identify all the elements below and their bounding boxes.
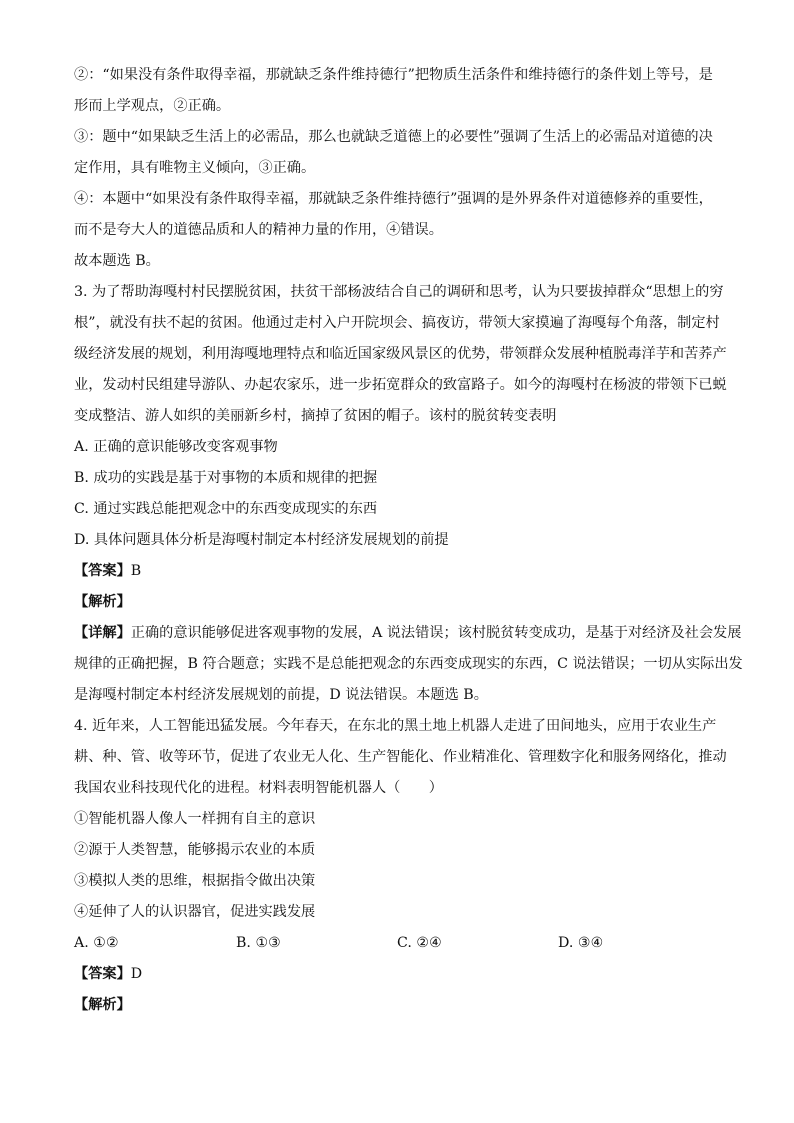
question-stem-line: 变成整洁、游人如织的美丽新乡村，摘掉了贫困的帽子。该村的脱贫转变表明 bbox=[74, 408, 557, 424]
text-line: ②：“如果没有条件取得幸福，那就缺乏条件维持德行”把物质生活条件和维持德行的条件划上等号，是 bbox=[74, 67, 713, 83]
option-c: C. ②④ bbox=[397, 935, 442, 951]
question-stem-line: 我国农业科技现代化的进程。材料表明智能机器人（ ） bbox=[74, 780, 443, 796]
text-line: 而不是夸大人的道德品质和人的精神力量的作用，④错误。 bbox=[74, 222, 443, 238]
analysis-line bbox=[74, 990, 724, 1021]
statement-item: ④延伸了人的认识器官，促进实践发展 bbox=[74, 904, 316, 920]
text-line: 定作用，具有唯物主义倾向，③正确。 bbox=[74, 160, 316, 176]
statement-item: ①智能机器人像人一样拥有自主的意识 bbox=[74, 811, 316, 827]
analysis-tag: 【解析】 bbox=[74, 997, 131, 1013]
question-4 bbox=[74, 711, 727, 1021]
text-line: 故本题选 B。 bbox=[74, 253, 160, 269]
question-stem-line: 4. 近年来，人工智能迅猛发展。今年春天，在东北的黑土地上机器人走进了田间地头，应用于农业生产 bbox=[74, 718, 717, 734]
option-d: D. ③④ bbox=[558, 935, 604, 951]
detail-tag: 【详解】 bbox=[74, 625, 131, 641]
statement-item: ③模拟人类的思维，根据指令做出决策 bbox=[74, 873, 316, 889]
answer-tag: 【答案】 bbox=[74, 563, 131, 579]
option-d: D. 具体问题具体分析是海嘎村制定本村经济发展规划的前提 bbox=[74, 532, 449, 548]
analysis-line bbox=[74, 587, 724, 618]
options-row bbox=[74, 928, 724, 959]
detail-line: 规律的正确把握，B 符合题意；实践不是总能把观念的东西变成现实的东西，C 说法错误；一切从实际出发 bbox=[74, 656, 743, 672]
document-page bbox=[74, 60, 743, 1021]
option-c: C. 通过实践总能把观念中的东西变成现实的东西 bbox=[74, 501, 378, 517]
statement-item: ②源于人类智慧，能够揭示农业的本质 bbox=[74, 842, 316, 858]
option-a: A. 正确的意识能够改变客观事物 bbox=[74, 439, 278, 455]
detail-text: 正确的意识能够促进客观事物的发展，A 说法错误；该村脱贫转变成功，是基于对经济及社会发展 bbox=[130, 625, 742, 641]
answer-value: D bbox=[130, 966, 143, 982]
option-b: B. 成功的实践是基于对事物的本质和规律的把握 bbox=[74, 470, 378, 486]
answer-tag: 【答案】 bbox=[74, 966, 131, 982]
question-stem-line: 业，发动村民组建导游队、办起农家乐，进一步拓宽群众的致富路子。如今的海嘎村在杨波的带领下已蜕 bbox=[74, 377, 727, 393]
text-line: 形而上学观点，②正确。 bbox=[74, 98, 231, 114]
detail-line: 是海嘎村制定本村经济发展规划的前提，D 说法错误。本题选 B。 bbox=[74, 687, 488, 703]
question-stem-line: 耕、种、管、收等环节，促进了农业无人化、生产智能化、作业精准化、管理数字化和服务网络化，推动 bbox=[74, 749, 727, 765]
answer-line bbox=[74, 959, 724, 990]
text-line: ④：本题中“如果没有条件取得幸福，那就缺乏条件维持德行”强调的是外界条件对道德修养的重要性， bbox=[74, 191, 713, 207]
answer-value: B bbox=[130, 563, 142, 579]
option-b: B. ①③ bbox=[236, 935, 281, 951]
option-a: A. ①② bbox=[74, 935, 119, 951]
answer-line bbox=[74, 556, 724, 587]
question-stem-line: 根”，就没有扶不起的贫困。他通过走村入户开院坝会、搞夜访，带领大家摸遍了海嘎每个角落，制定村 bbox=[74, 315, 720, 331]
analysis-tag: 【解析】 bbox=[74, 594, 131, 610]
question-stem-line: 级经济发展的规划，利用海嘎地理特点和临近国家级风景区的优势，带领群众发展种植脱毒洋芋和苦荞产 bbox=[74, 346, 727, 362]
detail-line bbox=[74, 618, 742, 649]
question-3 bbox=[74, 277, 743, 711]
text-line: ③：题中“如果缺乏生活上的必需品，那么也就缺乏道德上的必要性”强调了生活上的必需品对道德的决 bbox=[74, 129, 713, 145]
question-stem-line: 3. 为了帮助海嘎村村民摆脱贫困，扶贫干部杨波结合自己的调研和思考，认为只要拔掉群众“思想上的穷 bbox=[74, 284, 724, 300]
